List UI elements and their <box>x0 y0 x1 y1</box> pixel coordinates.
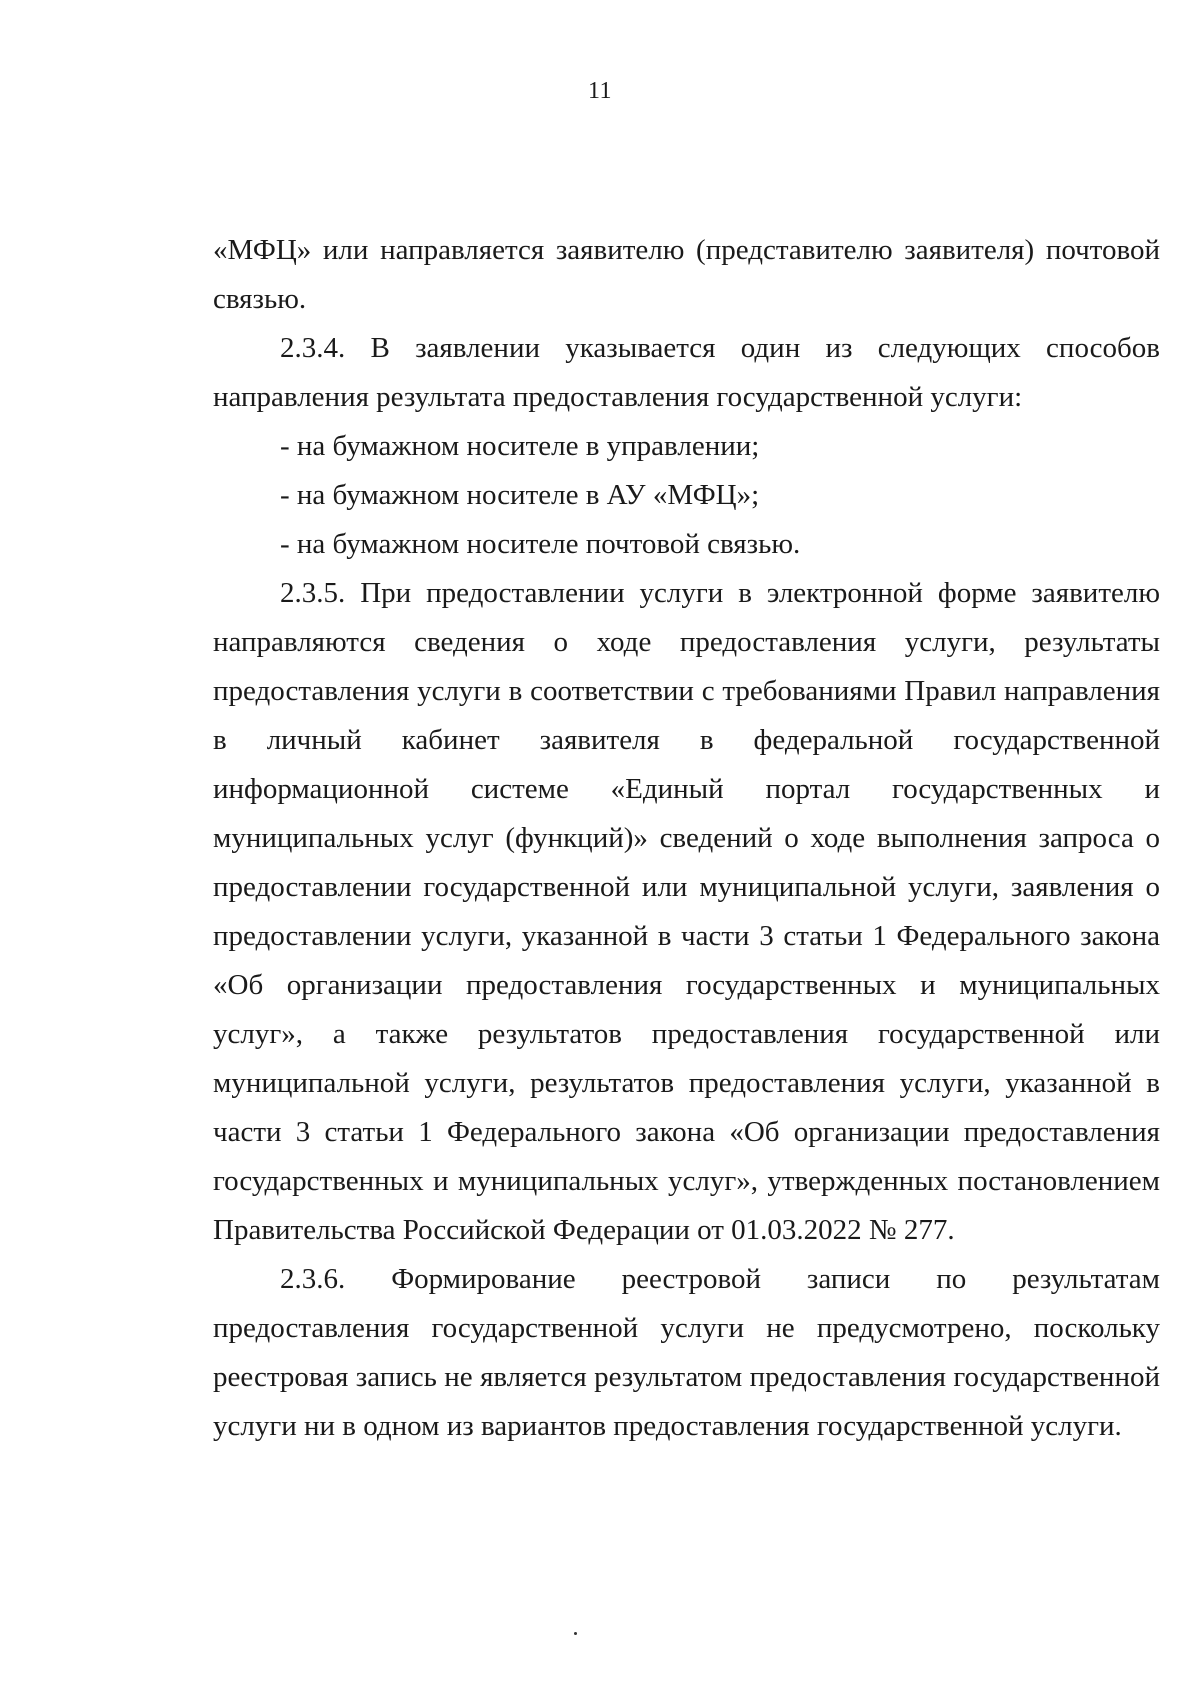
paragraph-2-3-5: 2.3.5. При предоставлении услуги в электронной форме заявителю направляются сведения о ходе предоставления услуги, результаты предоставления услуги в соответствии с требованиями Правил направления в личный кабинет заявителя в федеральной государственной информационной системе «Единый портал государственных и муниципальных услуг (функций)» сведений о ходе выполнения запроса о предоставлении государственной или муниципальной услуги, заявления о предоставлении услуги, указанной в части 3 статьи 1 Федерального закона «Об организации предоставления государственных и муниципальных услуг», а также результатов предоставления государственной или муниципальной услуги, результатов предоставления услуги, указанной в части 3 статьи 1 Федерального закона «Об организации предоставления государственных и муниципальных услуг», утвержденных постановлением Правительства Российской Федерации от 01.03.2022 № 277. <box>213 577 1160 1246</box>
paragraph-2-3-6: 2.3.6. Формирование реестровой записи по результатам предоставления государственной услуги не предусмотрено, поскольку реестровая запись не является результатом предоставления государственной услуги ни в одном из вариантов предоставления государственной услуги. <box>213 1263 1160 1442</box>
paragraph-2-3-4: 2.3.4. В заявлении указывается один из следующих способов направления результата предоставления государственной услуги: <box>213 332 1160 413</box>
list-item: - на бумажном носителе в управлении; <box>280 430 760 462</box>
list-item: - на бумажном носителе почтовой связью. <box>280 528 801 560</box>
document-body <box>213 226 1160 1451</box>
scan-dot <box>574 1632 577 1635</box>
list-item: - на бумажном носителе в АУ «МФЦ»; <box>280 479 760 511</box>
paragraph-continuation: «МФЦ» или направляется заявителю (представителю заявителя) почтовой связью. <box>213 234 1160 315</box>
page-number: 11 <box>587 78 613 104</box>
